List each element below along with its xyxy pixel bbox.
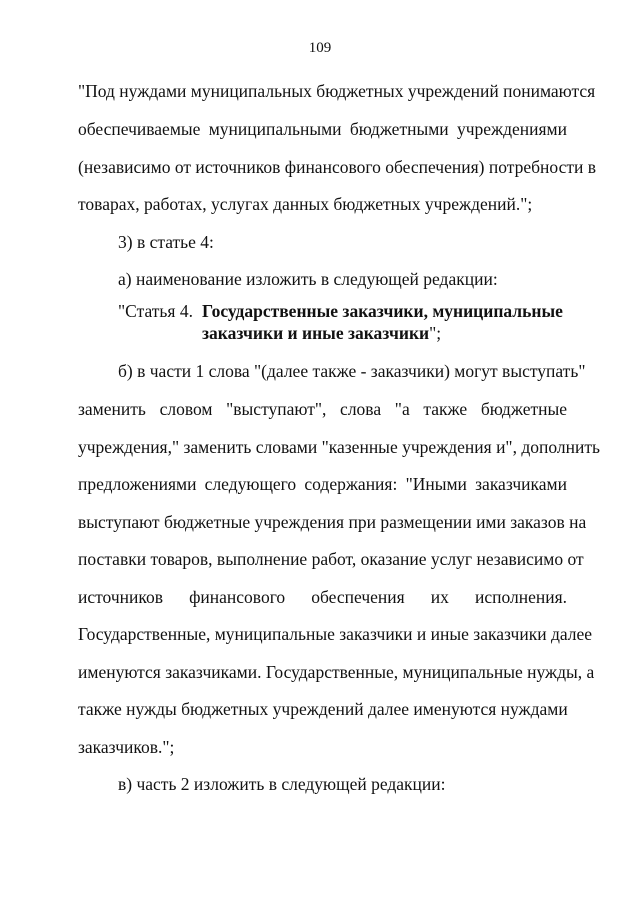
text-line: предложениями следующего содержания: "Иными заказчиками	[78, 474, 567, 494]
text-line: именуются заказчиками. Государственные, муниципальные нужды, а	[78, 662, 595, 682]
article-title-line1: Государственные заказчики, муниципальные	[202, 301, 563, 321]
text-line: поставки товаров, выполнение работ, оказание услуг независимо от	[78, 549, 584, 569]
text-line: заказчиков.";	[78, 737, 175, 757]
text-line: 3) в статье 4:	[118, 232, 214, 252]
text-line: (независимо от источников финансового обеспечения) потребности в	[78, 157, 596, 177]
page-number: 109	[308, 40, 332, 56]
text-line: а) наименование изложить в следующей редакции:	[118, 269, 498, 289]
text-line: выступают бюджетные учреждения при размещении ими заказов на	[78, 512, 587, 532]
text-line: учреждения," заменить словами "казенные учреждения и", дополнить	[78, 437, 600, 457]
text-line: б) в части 1 слова "(далее также - заказчики) могут выступать"	[118, 361, 586, 381]
text-line: Государственные, муниципальные заказчики и иные заказчики далее	[78, 624, 593, 644]
text-line: "Под нуждами муниципальных бюджетных учреждений понимаются	[78, 81, 596, 101]
text-line: также нужды бюджетных учреждений далее именуются нуждами	[78, 699, 568, 719]
text-line: заменить словом "выступают", слова "а также бюджетные	[78, 399, 567, 419]
article-title-suffix: ";	[429, 323, 442, 343]
text-line: источников финансового обеспечения их исполнения.	[78, 587, 567, 607]
article-label: "Статья 4.	[118, 301, 193, 321]
text-line: обеспечиваемые муниципальными бюджетными учреждениями	[78, 119, 567, 139]
text-line: товарах, работах, услугах данных бюджетных учреждений.";	[78, 194, 533, 214]
text-line: в) часть 2 изложить в следующей редакции:	[118, 774, 446, 794]
article-title-line2: заказчики и иные заказчики	[202, 323, 430, 343]
article-heading	[118, 300, 563, 344]
